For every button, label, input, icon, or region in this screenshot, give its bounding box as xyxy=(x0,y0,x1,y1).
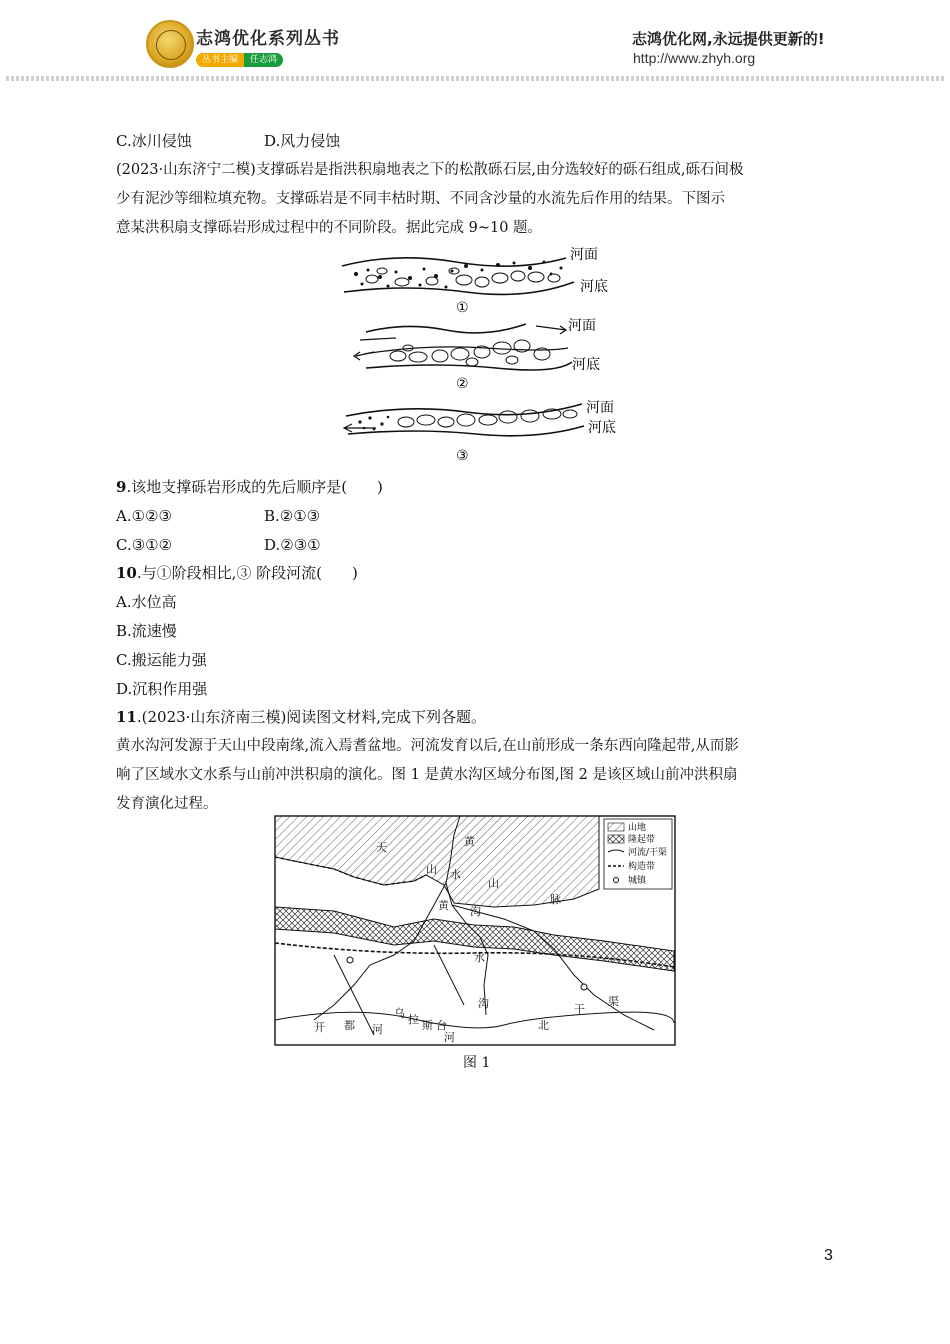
label-tian: 天 xyxy=(376,841,387,854)
q9-option-a: A.①②③ xyxy=(116,507,172,525)
q10-stem xyxy=(116,563,358,583)
stage1-surface-label: 河面 xyxy=(570,247,598,263)
q10-option-a: A.水位高 xyxy=(116,593,177,611)
intro-line-1: (2023·山东济宁二模)支撑砾岩是指洪积扇地表之下的松散砾石层,由分选较好的砾石组成,砾石间极 xyxy=(116,162,744,178)
header-slogan: 志鸿优化网,永远提供更新的! xyxy=(632,30,825,48)
gravel-stage-figure xyxy=(336,244,626,466)
label-gou2: 沟 xyxy=(470,905,481,918)
q11-para-line-3: 发育演化过程。 xyxy=(116,796,218,812)
stage-2-diagram xyxy=(354,318,600,392)
stage2-bed-label: 河底 xyxy=(572,357,600,373)
label-kai: 开 xyxy=(314,1021,325,1034)
q9-stem xyxy=(116,477,383,497)
label-shan2: 山 xyxy=(488,877,499,890)
q9-option-c: C.③①② xyxy=(116,536,173,554)
q9-option-d: D.②③① xyxy=(264,536,321,554)
label-si: 斯 xyxy=(422,1019,433,1032)
brand-editor-label: 丛书主编 xyxy=(196,53,244,67)
map-legend xyxy=(604,819,672,889)
brand-subtitle xyxy=(196,47,283,65)
label-wu: 乌 xyxy=(394,1007,405,1020)
q9-option-b: B.②①③ xyxy=(264,507,321,525)
label-huang1: 黄 xyxy=(464,835,475,848)
brand-title: 志鸿优化系列丛书 xyxy=(196,29,340,49)
label-shui1: 水 xyxy=(450,868,461,881)
q9-number: 9 xyxy=(116,478,127,496)
logo-seal-icon xyxy=(146,20,194,68)
q11-number: 11 xyxy=(116,708,137,726)
legend-river: 河流/干渠 xyxy=(628,848,668,858)
legend-mountain: 山地 xyxy=(628,823,647,833)
label-gou3: 沟 xyxy=(478,997,489,1010)
page-number: 3 xyxy=(824,1247,833,1264)
label-du: 都 xyxy=(344,1019,355,1032)
q10-stem-text: .与①阶段相比,③ 阶段河流( ) xyxy=(136,564,358,582)
stage2-surface-label: 河面 xyxy=(568,318,596,334)
label-la: 拉 xyxy=(408,1013,419,1026)
label-mai: 脉 xyxy=(550,893,561,906)
stage1-bed-label: 河底 xyxy=(580,279,608,295)
label-he2: 河 xyxy=(444,1031,455,1044)
label-shan: 山 xyxy=(426,863,437,876)
stage3-bed-label: 河底 xyxy=(588,420,616,436)
q9-stem-text: .该地支撑砾岩形成的先后顺序是( ) xyxy=(126,478,383,496)
brand-editor-name: 任志鸿 xyxy=(244,53,283,67)
figure-caption: 图 1 xyxy=(463,1055,491,1071)
legend-town: 城镇 xyxy=(628,876,647,886)
stage-3-diagram xyxy=(344,400,616,464)
q10-option-d: D.沉积作用强 xyxy=(116,680,208,698)
label-bei: 北 xyxy=(538,1019,549,1032)
huangshuigou-map xyxy=(274,815,676,1046)
label-shui2: 水 xyxy=(474,951,485,964)
header-url-link[interactable]: http://www.zhyh.org xyxy=(633,50,756,66)
prev-option-c: C.冰川侵蚀 xyxy=(116,132,192,150)
page-header xyxy=(0,0,950,90)
q10-option-c: C.搬运能力强 xyxy=(116,651,207,669)
q10-number: 10 xyxy=(116,564,137,582)
stage3-surface-label: 河面 xyxy=(586,400,614,416)
q11-para-line-1: 黄水沟河发源于天山中段南缘,流入焉耆盆地。河流发育以后,在山前形成一条东西向隆起带,从而影 xyxy=(116,738,739,754)
intro-line-3: 意某洪积扇支撑砾岩形成过程中的不同阶段。据此完成 9~10 题。 xyxy=(116,220,543,236)
label-qu: 渠 xyxy=(608,995,619,1008)
stage1-number: ① xyxy=(456,300,469,316)
legend-uplift: 隆起带 xyxy=(628,835,656,845)
q11-stem xyxy=(116,707,486,727)
intro-line-2: 少有泥沙等细粒填充物。支撑砾岩是不同丰枯时期、不同含沙量的水流先后作用的结果。下图示 xyxy=(116,191,725,207)
label-huang2: 黄 xyxy=(438,899,449,912)
q11-stem-text: .(2023·山东济南三模)阅读图文材料,完成下列各题。 xyxy=(136,708,487,726)
label-tai: 台 xyxy=(436,1019,447,1032)
town-marker xyxy=(347,957,353,963)
q10-option-b: B.流速慢 xyxy=(116,622,177,640)
town-marker xyxy=(581,984,587,990)
q11-para-line-2: 响了区域水文水系与山前冲洪积扇的演化。图 1 是黄水沟区域分布图,图 2 是该区域山前冲洪积扇 xyxy=(116,767,738,783)
label-gan: 干 xyxy=(574,1003,585,1016)
stage2-number: ② xyxy=(456,376,469,392)
prev-option-d: D.风力侵蚀 xyxy=(264,132,341,150)
header-divider xyxy=(6,76,944,81)
stage-1-diagram xyxy=(342,247,608,316)
stage3-number: ③ xyxy=(456,448,469,464)
legend-structure: 构造带 xyxy=(628,862,656,872)
label-he1: 河 xyxy=(372,1023,383,1036)
